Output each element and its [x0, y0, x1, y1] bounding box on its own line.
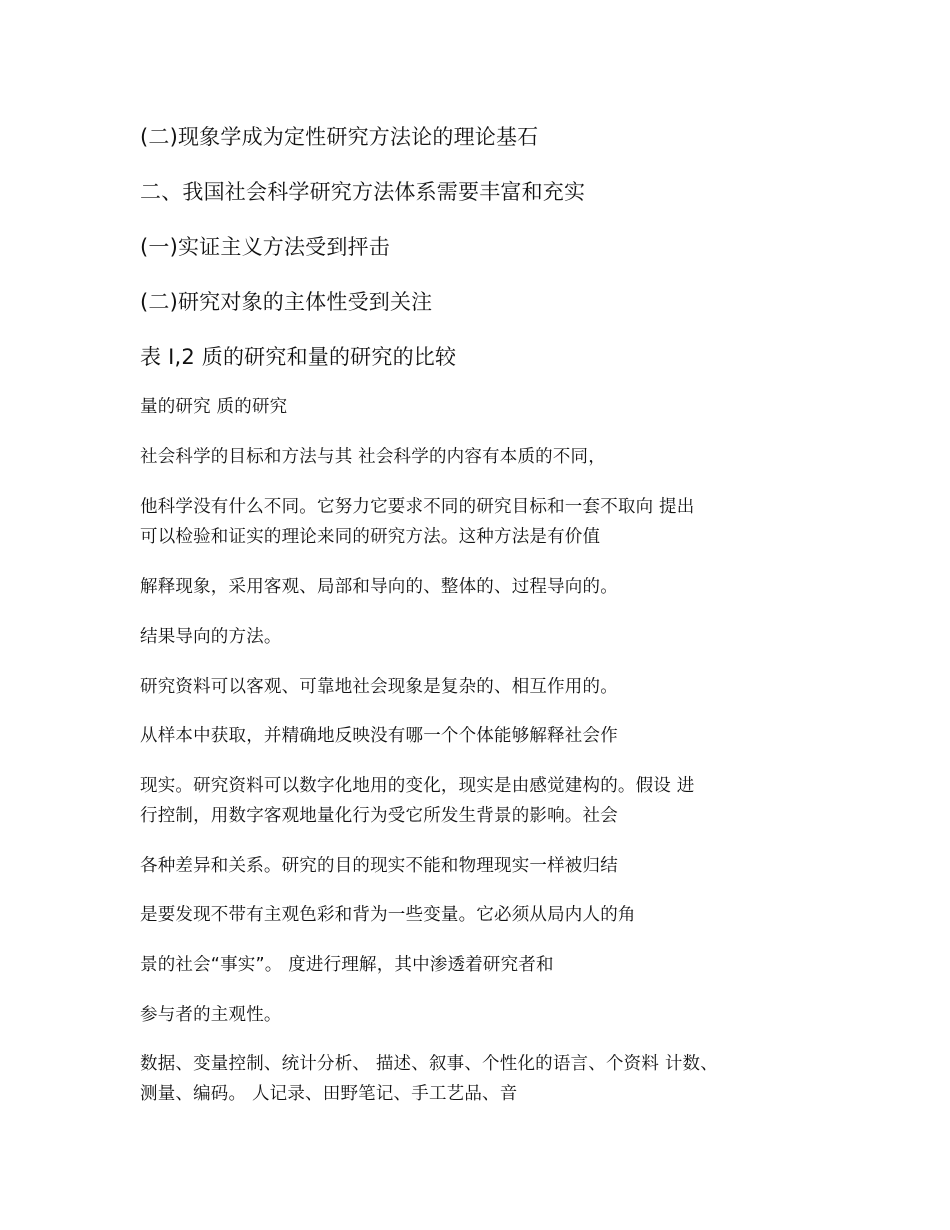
text-line: 可以检验和证实的理论来同的研究方法。这种方法是有价值 [140, 527, 601, 547]
text-line: 社会科学的目标和方法与其 社会科学的内容有本质的不同， [140, 447, 606, 467]
text-line: 现实。研究资料可以数字化地用的变化，现实是由感觉建构的。假设 进 [140, 776, 695, 796]
table-caption: 表 I,2 质的研究和量的研究的比较 [140, 345, 457, 369]
table-header-line: 量的研究 质的研究 [140, 397, 288, 417]
text-line: 解释现象，采用客观、局部和导向的、整体的、过程导向的。 [140, 577, 618, 597]
text-line: 研究资料可以客观、可靠地社会现象是复杂的、相互作用的。 [140, 677, 618, 697]
text-line: 测量、编码。 人记录、田野笔记、手工艺品、音 [140, 1084, 518, 1104]
text-line: 景的社会“事实”。 度进行理解，其中渗透着研究者和 [140, 955, 554, 975]
text-line: 从样本中获取，并精确地反映没有哪一个个体能够解释社会作 [140, 726, 618, 746]
section-heading: (二)研究对象的主体性受到关注 [140, 290, 433, 314]
text-line: 各种差异和关系。研究的目的现实不能和物理现实一样被归结 [140, 856, 618, 876]
section-heading: (一)实证主义方法受到抨击 [140, 235, 390, 259]
text-line: 结果导向的方法。 [140, 627, 282, 647]
text-line: 他科学没有什么不同。它努力它要求不同的研究目标和一套不取向 提出 [140, 497, 695, 517]
text-line: 行控制，用数字客观地量化行为受它所发生背景的影响。社会 [140, 806, 618, 826]
chapter-heading: 二、我国社会科学研究方法体系需要丰富和充实 [140, 180, 586, 204]
text-line: 参与者的主观性。 [140, 1005, 282, 1025]
section-heading: (二)现象学成为定性研究方法论的理论基石 [140, 125, 539, 149]
text-line: 是要发现不带有主观色彩和背为一些变量。它必须从局内人的角 [140, 905, 636, 925]
text-line: 数据、变量控制、统计分析、 描述、叙事、个性化的语言、个资料 计数、 [140, 1054, 718, 1074]
